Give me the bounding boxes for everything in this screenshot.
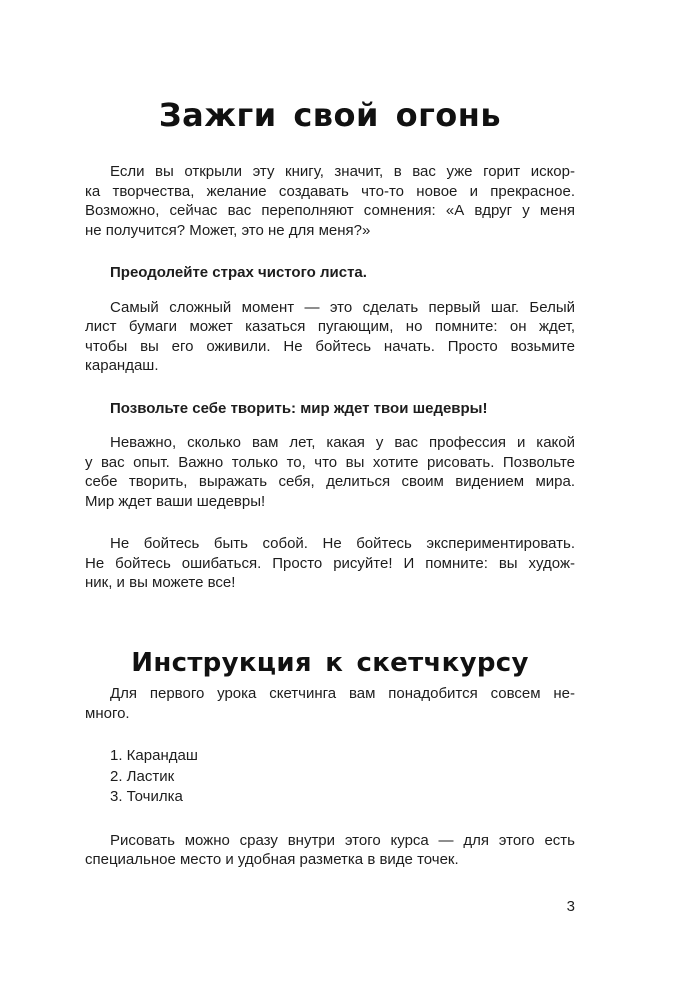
text-column	[85, 96, 575, 916]
supplies-list	[85, 746, 575, 808]
paragraph-no-matter-age	[85, 433, 575, 511]
text-line: Самый сложный момент — это сделать первый шаг. Белый	[110, 298, 575, 316]
text-line: Не бойтесь ошибаться. Просто рисуйте! И помните: вы худож-	[85, 554, 575, 572]
text-line: Возможно, сейчас вас переполняют сомнения: «А вдруг у меня	[85, 202, 575, 220]
text-line: Если вы открыли эту книгу, значит, в вас уже горит искор-	[110, 163, 575, 181]
paragraph-dont-be-afraid	[85, 534, 575, 593]
text-line: много.	[85, 704, 130, 722]
text-line: 1. Карандаш	[110, 747, 198, 765]
paragraph-first-step	[85, 298, 575, 376]
subhead-allow-yourself-create: Позвольте себе творить: мир ждет твои шедевры!	[110, 399, 488, 417]
page-number: 3	[566, 897, 575, 915]
text-line: не получится? Может, это не для меня?»	[85, 221, 371, 239]
paragraph-intro	[85, 162, 575, 240]
text-line: ник, и вы можете все!	[85, 574, 236, 592]
text-line: ка творчества, желание создавать что-то новое и прекрасное.	[85, 182, 575, 200]
text-line: у вас опыт. Важно только то, что вы хотите рисовать. Позвольте	[85, 453, 575, 471]
subhead-overcome-fear: Преодолейте страх чистого листа.	[110, 264, 367, 282]
text-line: себе творить, выражать себя, делиться своим видением мира.	[85, 473, 575, 491]
text-line: Неважно, сколько вам лет, какая у вас профессия и какой	[110, 434, 575, 452]
text-line: 2. Ластик	[110, 767, 175, 785]
text-line: Для первого урока скетчинга вам понадобится совсем не-	[110, 685, 575, 703]
text-line: лист бумаги может казаться пугающим, но помните: он ждет,	[85, 318, 575, 336]
text-line: чтобы вы его оживили. Не бойтесь начать. Просто возьмите	[85, 337, 575, 355]
text-line: Рисовать можно сразу внутри этого курса — для этого есть	[110, 831, 575, 849]
text-line: карандаш.	[85, 357, 159, 375]
paragraph-first-lesson-supplies	[85, 684, 575, 723]
chapter-title: Зажги свой огонь	[158, 96, 502, 134]
paragraph-draw-inside-course	[85, 831, 575, 870]
section-title-sketch-course: Инструкция к скетчкурсу	[131, 647, 529, 678]
text-line: Мир ждет ваши шедевры!	[85, 492, 266, 510]
text-line: специальное место и удобная разметка в виде точек.	[85, 851, 459, 869]
text-line: 3. Точилка	[110, 788, 183, 806]
text-line: Не бойтесь быть собой. Не бойтесь экспериментировать.	[110, 535, 575, 553]
